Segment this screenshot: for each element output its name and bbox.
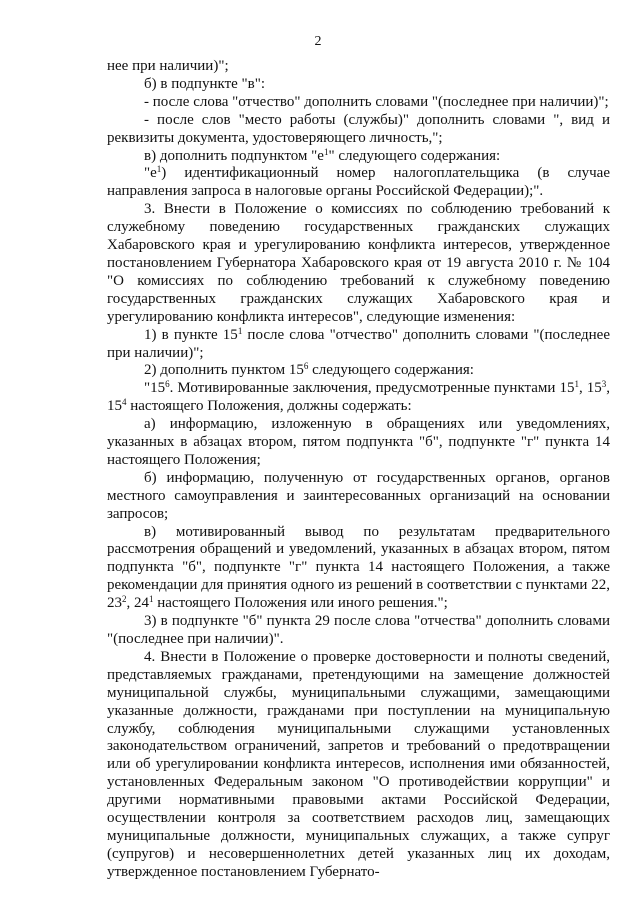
- text-run: а) информацию, изложенную в обращениях или уведомлениях, указанных в абзацах втором, пятом подпункта "б", подпункте "г" пункта 14 настоящего Положения;: [107, 416, 610, 468]
- paragraph-p13: [107, 613, 610, 649]
- text-run: 4. Внести в Положение о проверке достоверности и полноты сведений, представляемых гражданами, претендующими на замещение должностей муниципальной службы, муниципальными служащими, замещающими указанные должности, гражданами при поступлении на муниципальную службу, соблюдения муниципальными служащими установленных законодательством ограничений, запретов и требований о предотвращении или об урегулировании конфликта интересов, исполнения ими обязанностей, установленных Федеральным законом "О противодействии коррупции" и другими нормативными правовыми актами Российской Федерации, осуществлении контроля за соответствием расходов лиц, замещающих муниципальные должности, муниципальных служащих, а также супруг (супругов) и несовершеннолетних детей указанных лиц их доходам, утвержденное постановлением Губернато-: [107, 648, 610, 880]
- superscript: 1: [149, 594, 154, 605]
- text-run: следующего содержания:: [308, 362, 474, 379]
- text-run: - после слов "место работы (службы)" дополнить словами ", вид и реквизиты документа, удостоверяющего личность,";: [107, 111, 610, 146]
- paragraph-p14: [107, 649, 610, 882]
- superscript: 6: [165, 379, 170, 390]
- text-run: настоящего Положения или иного решения.";: [153, 595, 448, 612]
- text-run: б) информацию, полученную от государственных органов, органов местного самоуправления и заинтересованных организаций на основании запросов;: [107, 469, 610, 522]
- paragraph-p0: [107, 58, 610, 76]
- paragraph-p3: [107, 112, 610, 148]
- paragraph-p12: [107, 524, 610, 614]
- text-run: " следующего содержания:: [328, 147, 501, 164]
- superscript: 3: [601, 379, 607, 390]
- text-run: "е: [144, 165, 157, 182]
- text-run: 3) в подпункте "б" пункта 29 после слова "отчества" дополнить словами "(последнее при наличии)".: [107, 613, 610, 647]
- paragraph-p2: [107, 94, 610, 112]
- paragraph-p6: [107, 201, 610, 326]
- paragraph-p10: [107, 416, 610, 470]
- superscript: 1: [323, 146, 329, 157]
- text-run: б) в подпункте "в":: [144, 75, 266, 92]
- text-run: , 24: [126, 595, 149, 612]
- text-run: - после слова "отчество" дополнить словами "(последнее при наличии)";: [144, 93, 609, 110]
- paragraph-p4: [107, 148, 610, 166]
- text-run: нее при наличии)";: [107, 58, 229, 74]
- text-run: 1) в пункте 15: [144, 326, 238, 343]
- paragraph-p11: [107, 470, 610, 524]
- text-run: , 15: [107, 380, 611, 415]
- paragraph-p5: [107, 165, 610, 201]
- text-run: ) идентификационный номер налогоплательщика (в случае направления запроса в налоговые органы Российской Федерации);".: [107, 165, 610, 200]
- text-run: в) дополнить подпунктом "е: [144, 147, 324, 164]
- text-run: , 15: [578, 380, 602, 397]
- superscript: 2: [122, 594, 127, 605]
- superscript: 1: [574, 379, 579, 390]
- superscript: 1: [156, 164, 162, 175]
- text-run: . Мотивированные заключения, предусмотренные пунктами 15: [169, 380, 575, 397]
- paragraph-p7: [107, 327, 610, 363]
- superscript: 6: [303, 361, 309, 372]
- text-run: "15: [144, 380, 166, 397]
- superscript: 1: [237, 325, 243, 336]
- superscript: 4: [122, 397, 127, 408]
- document-body: [107, 58, 610, 882]
- text-run: в) мотивированный вывод по результатам предварительного рассмотрения обращений и уведомлений, указанных в абзацах втором, пятом подпункта "б", подпункте "г" пункта 14 настоящего Положения, а также рекомендации для принятия одного из решений в соответствии с пунктами 22, 23: [107, 523, 610, 612]
- paragraph-p9: [107, 380, 610, 416]
- paragraph-p8: [107, 362, 610, 380]
- text-run: настоящего Положения, должны содержать:: [126, 398, 412, 415]
- paragraph-p1: [107, 76, 610, 94]
- text-run: 3. Внести в Положение о комиссиях по соблюдению требований к служебному поведению государственных гражданских служащих Хабаровского края и урегулированию конфликта интересов, утвержденное постановлением Губернатора Хабаровского края от 19 августа 2010 г. № 104 "О комиссиях по соблюдению требований к служебному поведению государственных гражданских служащих Хабаровского края и урегулированию конфликта интересов", следующие изменения:: [107, 201, 610, 325]
- text-run: после слова "отчество" дополнить словами "(последнее при наличии)";: [107, 326, 610, 361]
- page-number: 2: [314, 34, 322, 49]
- text-run: 2) дополнить пунктом 15: [144, 362, 304, 379]
